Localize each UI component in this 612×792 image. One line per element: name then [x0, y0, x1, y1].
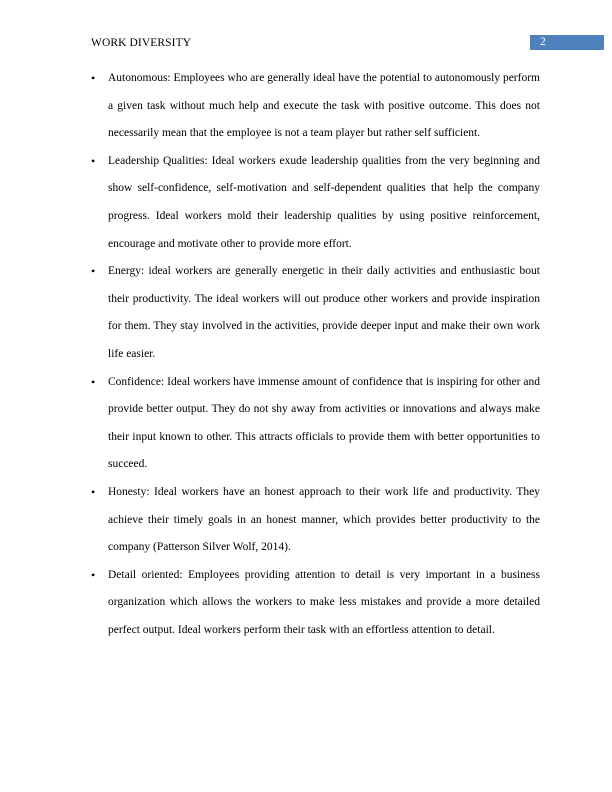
list-item	[0, 258, 612, 368]
list-item	[0, 65, 612, 148]
bullet-icon: •	[91, 484, 96, 499]
page-number: 2	[540, 36, 546, 48]
bullet-text-leadership: Leadership Qualities: Ideal workers exude leadership qualities from the very beginning and show self-confidence, self-motivation and self-dependent qualities that help the company progress. Ideal workers mold their leadership qualities by using positive reinforcement, encourage and motivate other to provide more effort.	[108, 154, 540, 250]
bullet-list	[0, 65, 612, 644]
bullet-icon: •	[91, 567, 96, 582]
bullet-icon: •	[91, 264, 96, 279]
bullet-icon: •	[91, 374, 96, 389]
running-head-title: WORK DIVERSITY	[91, 37, 192, 49]
bullet-text-confidence: Confidence: Ideal workers have immense amount of confidence that is inspiring for other and provide better output. They do not shy away from activities or innovations and always make their input known to other. This attracts officials to provide them with better opportunities to succeed.	[108, 375, 540, 471]
bullet-text-detail-oriented: Detail oriented: Employees providing attention to detail is very important in a business organization which allows the workers to make less mistakes and provide a more detailed perfect output. Ideal workers perform their task with an effortless attention to detail.	[108, 568, 540, 636]
list-item	[0, 148, 612, 258]
page-number-bar	[530, 35, 604, 50]
list-item	[0, 369, 612, 479]
bullet-icon: •	[91, 71, 96, 85]
list-item	[0, 479, 612, 562]
bullet-text-honesty: Honesty: Ideal workers have an honest approach to their work life and productivity. They achieve their timely goals in an honest manner, which provides better productivity to the company (Patterson Silver Wolf, 2014).	[108, 485, 540, 554]
list-item	[0, 562, 612, 645]
bullet-text-autonomous: Autonomous: Employees who are generally ideal have the potential to autonomously perform a given task without much help and execute the task with positive outcome. This does not necessarily mean that the employee is not a team player but rather self sufficient.	[108, 72, 540, 140]
bullet-text-energy: Energy: ideal workers are generally energetic in their daily activities and enthusiastic bout their productivity. The ideal workers will out produce other workers and provide inspiration for them. They stay involved in the activities, provide deeper input and make their own work life easier.	[108, 265, 540, 360]
bullet-icon: •	[91, 153, 96, 168]
